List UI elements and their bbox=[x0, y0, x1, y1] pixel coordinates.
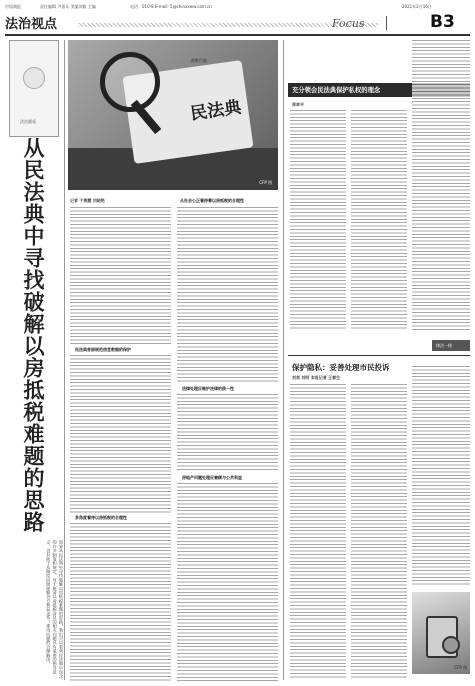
right-bottom-headline: 保护隐私：妥善处理市民投诉 bbox=[292, 363, 390, 372]
right-bottom-photo bbox=[412, 592, 470, 674]
subhead-1: 民法典首部规范信息数据的保护 bbox=[75, 347, 131, 352]
main-column-rule bbox=[283, 40, 284, 680]
paper-name: 中国商报 bbox=[5, 4, 21, 9]
issue-date: 2021年2月16日 bbox=[402, 4, 432, 9]
lead-body-col2-part3 bbox=[177, 483, 278, 681]
section-title: 法治视点 bbox=[5, 17, 58, 32]
tag-emblem-icon bbox=[23, 67, 45, 89]
lead-body-col1-part3 bbox=[70, 523, 171, 681]
right-top-body-col3 bbox=[412, 40, 470, 330]
lead-tag: 法治圆桌 bbox=[20, 119, 36, 124]
header-divider bbox=[386, 16, 387, 30]
lead-headline: 从民法典中寻找破解以房抵税难题的思路 bbox=[21, 137, 46, 533]
lock-icon bbox=[442, 636, 460, 654]
subhead-5: 房地产问题处理应兼顾与公共利益 bbox=[182, 475, 242, 480]
subhead-4: 从社会公正看待善以房抵税的合理性 bbox=[180, 198, 244, 203]
focus-label: Focus bbox=[332, 17, 365, 30]
subhead-2: 多角度看待以房抵税的合理性 bbox=[75, 515, 127, 520]
page-number: B3 bbox=[430, 12, 455, 32]
right-top-byline: 郑孝平 bbox=[292, 102, 304, 107]
lead-photo bbox=[68, 40, 278, 190]
right-bottom-body-col2 bbox=[351, 384, 407, 680]
right-top-body-col1 bbox=[290, 110, 346, 330]
magnifier-icon bbox=[100, 52, 160, 112]
header-rule bbox=[5, 34, 470, 36]
lead-body-col2-part1 bbox=[177, 207, 278, 383]
lead-byline: 记者 于海慧 刘晓艳 bbox=[70, 198, 105, 203]
lead-body-col2-part2 bbox=[177, 394, 278, 472]
subhead-3: 法律处理应维护法律的统一性 bbox=[182, 386, 234, 391]
lead-intro: 如果从民法典中寻找破解以房抵税难题的思路，我们可以看到民法典中包含的许多制度和规定，对于厘清以房抵税涉及的相关问题具有重要的指导意义，也有助于从制度层面理顺各方利益关系，推动问题的合理解决。 bbox=[46, 540, 64, 679]
editor-credits: 责任编辑 尹嘉乐 美编刘毅 主编 bbox=[40, 4, 96, 9]
photo-sign: 视野行政 bbox=[191, 58, 207, 63]
photo-law-book-label: 民法典 bbox=[189, 97, 243, 125]
right-top-body-col2 bbox=[351, 110, 407, 330]
right-bottom-photo-credit: CFP 图 bbox=[454, 665, 467, 670]
right-bottom-byline: 刘昊 刘明 本报记者 王春生 bbox=[292, 375, 341, 380]
contact-info: 电话：010-8 E-mail: 5@chinaxww.com.cn bbox=[130, 4, 212, 9]
right-top-headline: 充分领会民法典保护私权的理念 bbox=[292, 87, 381, 94]
side-tag: 律法一线 bbox=[436, 343, 452, 348]
column-rule bbox=[64, 40, 65, 680]
lead-body-col1-part1 bbox=[70, 207, 171, 345]
right-divider bbox=[288, 355, 470, 356]
right-bottom-body-col1 bbox=[290, 384, 346, 680]
right-bottom-body-col3 bbox=[412, 366, 470, 586]
lead-tag-box bbox=[9, 40, 59, 137]
lead-body-col1-part2 bbox=[70, 355, 171, 513]
lead-photo-credit: CFP 图 bbox=[259, 180, 272, 185]
